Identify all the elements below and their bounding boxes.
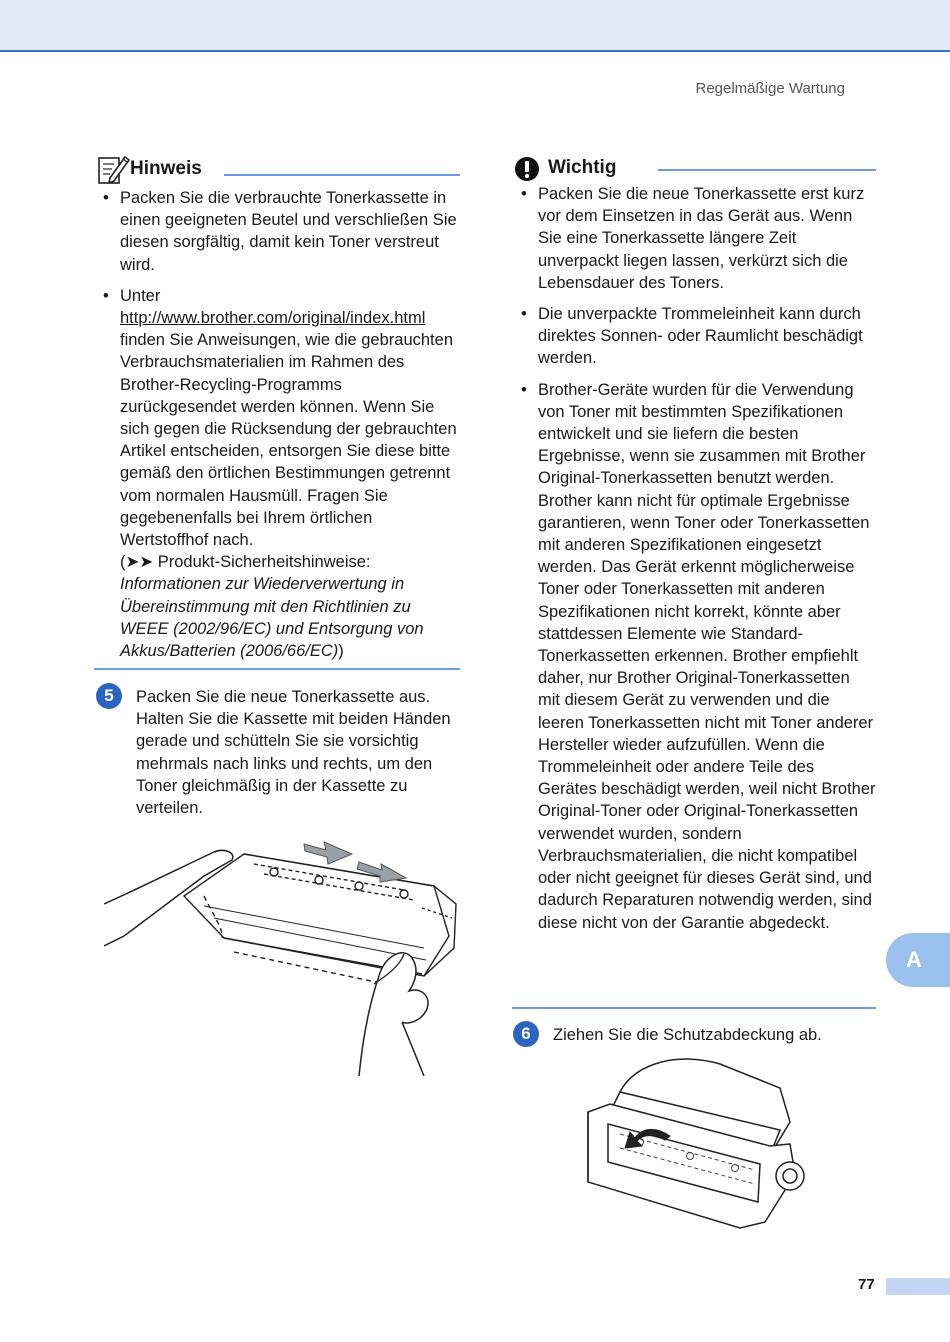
important-list [512,183,876,934]
note-pencil-icon [96,152,130,186]
important-bottom-rule [512,1007,876,1009]
note-title: Hinweis [130,158,202,179]
protective-cover-illustration [580,1052,810,1232]
list-item: • Packen Sie die neue Tonerkassette erst kurz vor dem Einsetzen in das Gerät aus. Wenn Sie eine Tonerkassette längere Zeit unverpackt liegen lassen, verkürzt sich die Lebensdauer des Toners. [512,183,876,294]
list-item: • Packen Sie die verbrauchte Tonerkassette in einen geeigneten Beutel und verschließen Sie diesen sorgfältig, damit kein Toner verstreut wird. [94,187,460,276]
list-item: • Unter http://www.brother.com/original/index.html finden Sie Anweisungen, wie die gebrauchten Verbrauchsmaterialien im Rahmen des Brother-Recycling-Programms zurückgesendet werden können. Wenn Sie sich gegen die Rücksendung der gebrauchten Artikel entscheiden, entsorgen Sie diese bitte gemäß den örtlichen Bestimmungen getrennt vom normalen Hausmüll. Fragen Sie gegebenenfalls bei Ihrem örtlichen Wertstoffhof nach. (➤➤ Produkt-Sicherheitshinweise: Informationen zur Wiederverwertung in Übereinstimmung mit den Richtlinien zu WEEE (2002/96/EC) und Entsorgung von Akkus/Batterien (2006/66/EC)) [94,285,460,662]
list-item: • Die unverpackte Trommeleinheit kann durch direktes Sonnen- oder Raumlicht beschädigt werden. [512,303,876,370]
important-title: Wichtig [548,157,617,178]
toner-shake-illustration [104,826,464,1076]
step-5-number: 5 [96,683,122,709]
note-bottom-rule [94,668,460,670]
important-box [512,150,876,943]
reference-title: Informationen zur Wiederverwertung in Übereinstimmung mit den Richtlinien zu WEEE (2002/96/EC) und Entsorgung von Akkus/Batterien (2006/66/EC) [120,575,424,661]
note-list [94,187,460,662]
page-number: 77 [858,1276,875,1293]
important-title-rule [658,169,876,171]
step-6-number: 6 [513,1021,539,1047]
exclamation-icon [514,156,540,182]
step-5-text: Packen Sie die neue Tonerkassette aus. Halten Sie die Kassette mit beiden Händen gerade und schütteln Sie sie vorsichtig mehrmals nach links und rechts, um den Toner gleichmäßig in der Kassette zu verteilen. [136,688,451,818]
header-bar [0,0,950,52]
note-header [94,150,460,190]
page-number-bar [886,1278,950,1295]
list-item: • Brother-Geräte wurden für die Verwendung von Toner mit bestimmten Spezifikationen entwickelt und sie liefern die besten Ergebnisse, wenn sie zusammen mit Brother Original-Tonerkassetten benutzt werden. Brother kann nicht für optimale Ergebnisse garantieren, wenn Toner oder Tonerkassetten mit anderen Spezifikationen eingesetzt werden. Das Gerät erkennt möglicherweise Toner oder Tonerkassetten mit anderen Spezifikationen nicht korrekt, könnte aber stattdessen Elemente wie Standard-Tonerkassetten erkennen. Brother empfiehlt daher, nur Brother Original-Tonerkassetten mit diesem Gerät zu verwenden und die leeren Tonerkassetten nicht mit Toner anderer Hersteller wieder aufzufüllen. Wenn die Trommeleinheit oder andere Teile des Gerätes beschädigt werden, weil nicht Brother Original-Toner oder Original-Tonerkassetten verwendet wurden, sondern Verbrauchsmaterialien, die nicht kompatibel oder nicht geeignet für dieses Gerät sind, und dadurch Reparaturen notwendig werden, sind diese nicht von der Garantie abgedeckt. [512,379,876,934]
step-6-text: Ziehen Sie die Schutzabdeckung ab. [553,1026,822,1044]
running-head: Regelmäßige Wartung [695,80,845,97]
note-title-rule [224,174,460,176]
note-box [94,150,460,671]
appendix-tab: A [886,933,950,987]
brother-original-link[interactable]: http://www.brother.com/original/index.html [120,309,426,328]
